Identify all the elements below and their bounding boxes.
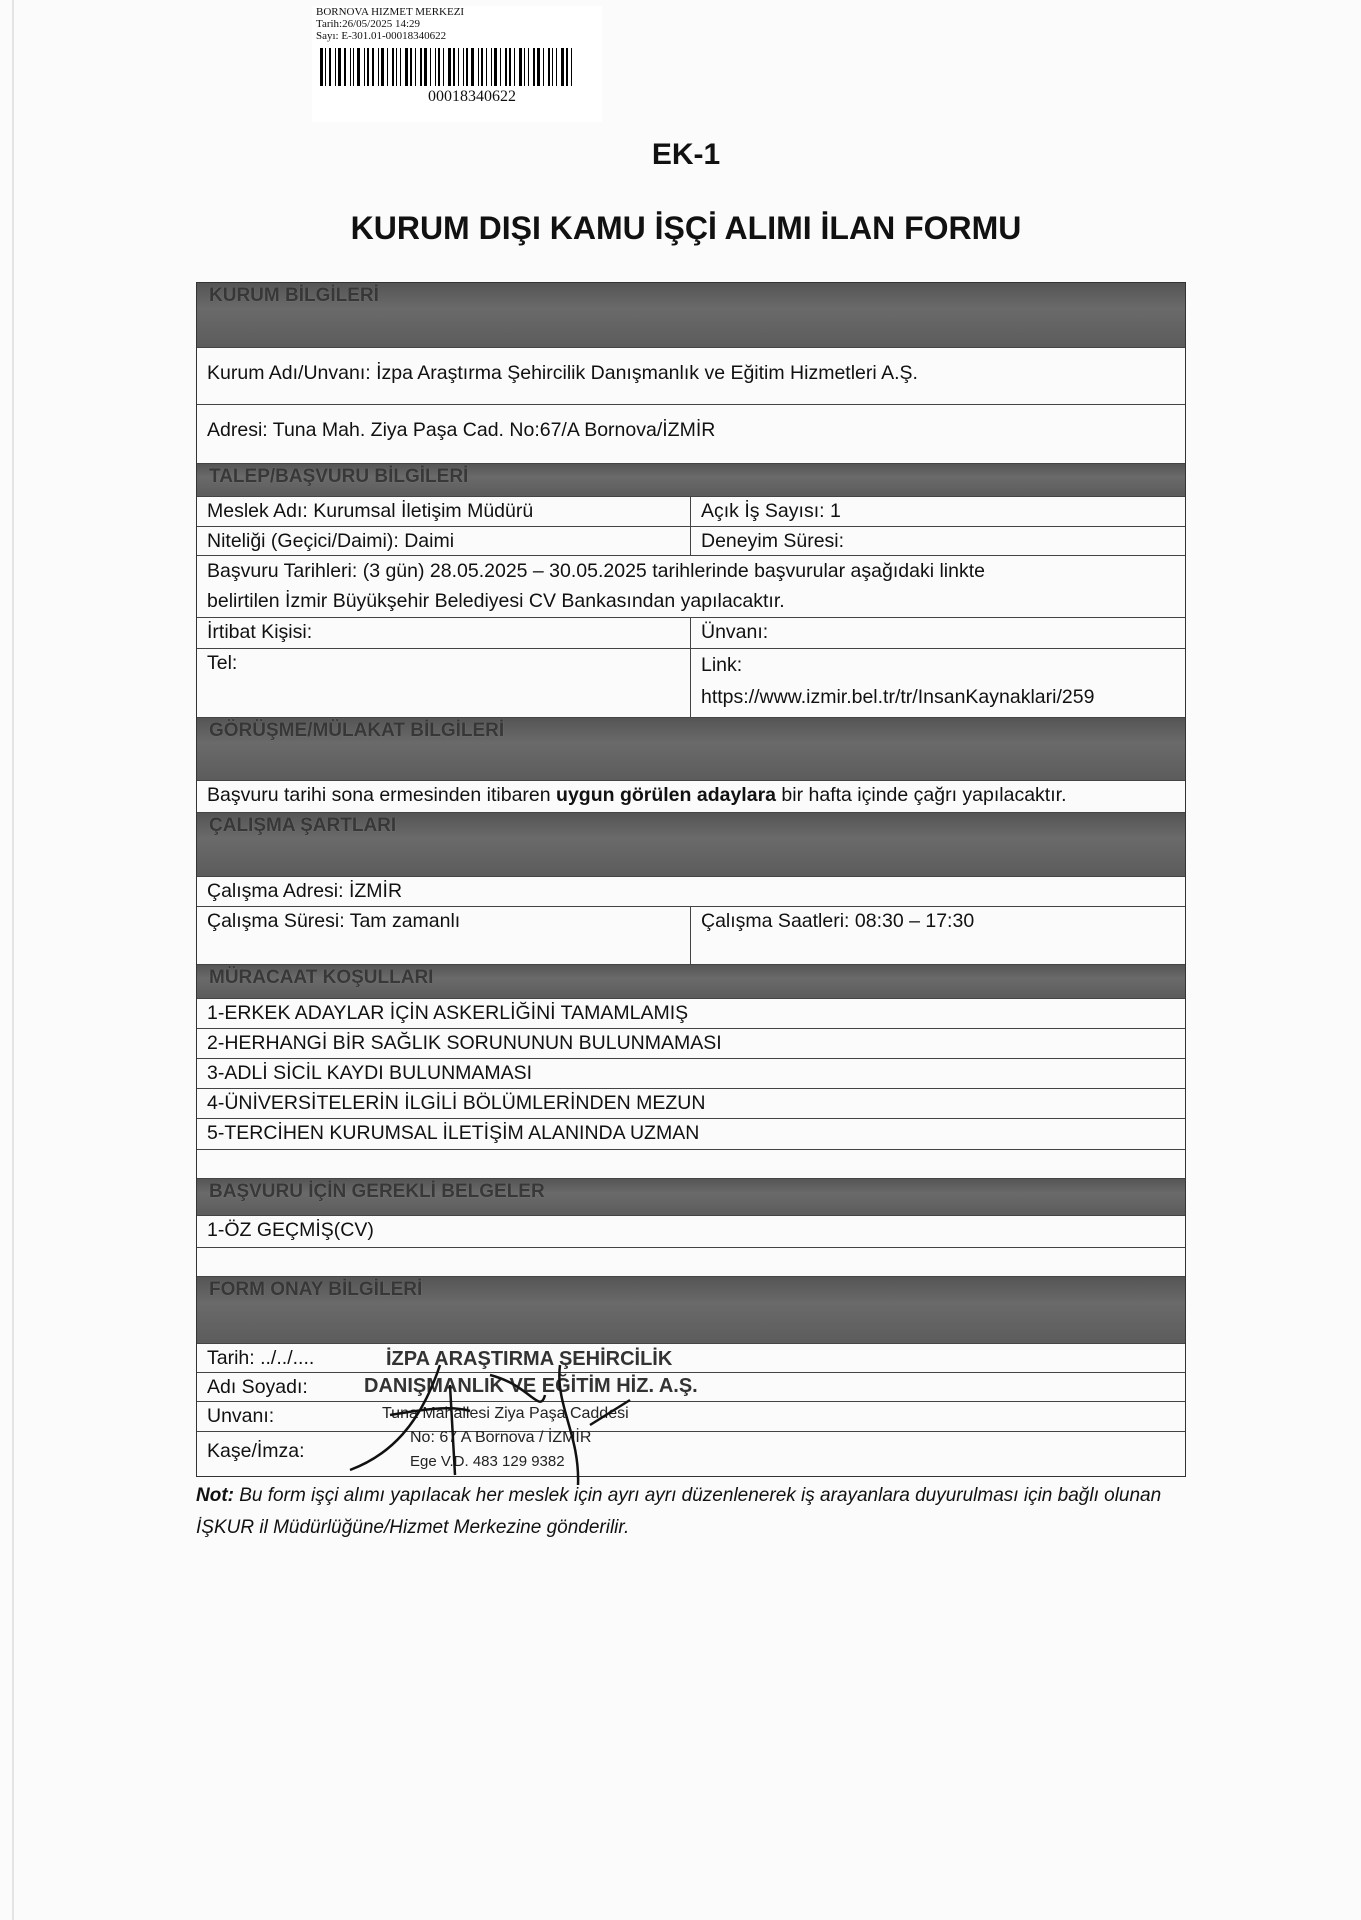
- calisma-saatleri: Çalışma Saatleri: 08:30 – 17:30: [701, 910, 975, 932]
- barcode-bar: [338, 48, 341, 86]
- section-header-kurum: KURUM BİLGİLERİ: [197, 283, 1185, 348]
- barcode-bar: [392, 48, 394, 86]
- irtibat: İrtibat Kişisi:: [197, 618, 691, 648]
- barcode-bar: [378, 48, 379, 86]
- barcode-bar: [448, 48, 451, 86]
- barcode-bar: [458, 48, 459, 86]
- barcode-bar: [435, 48, 436, 86]
- barcode-bar: [410, 48, 412, 86]
- calisma-suresi: Çalışma Süresi: Tam zamanlı: [197, 907, 691, 964]
- barcode-bar: [561, 48, 564, 86]
- registry-stamp: [312, 6, 602, 122]
- application-link[interactable]: https://www.izmir.bel.tr/tr/InsanKaynaklari/259: [701, 686, 1095, 708]
- stamp-date: Tarih:26/05/2025 14:29: [316, 18, 421, 30]
- deneyim: Deneyim Süresi:: [701, 530, 845, 552]
- barcode: [320, 48, 602, 86]
- barcode-bar: [329, 48, 331, 86]
- condition-item: 1-ERKEK ADAYLAR İÇİN ASKERLİĞİNİ TAMAMLAMIŞ: [207, 1002, 689, 1024]
- meslek: Meslek Adı: Kurumsal İletişim Müdürü: [197, 497, 691, 526]
- barcode-bar: [400, 48, 401, 86]
- company-stamp-signature: İZPA ARAŞTIRMA ŞEHİRCİLİK DANIŞMANLIK VE EĞİTİM HİZ. A.Ş. Tuna Mahallesi Ziya Paşa Caddesi No: 67 A Bornova / İZMİR Ege V.D. 483 129 9382: [330, 1345, 750, 1485]
- section-header-gorusme: GÖRÜŞME/MÜLAKAT BİLGİLERİ: [197, 718, 1185, 781]
- basvuru-tarihleri-2: belirtilen İzmir Büyükşehir Belediyesi CV Bankasından yapılacaktır.: [207, 590, 785, 612]
- barcode-bar: [364, 48, 365, 86]
- barcode-bar: [524, 48, 525, 86]
- barcode-bar: [481, 48, 483, 86]
- gorusme-text: Başvuru tarihi sona ermesinden itibaren uygun görülen adaylara bir hafta içinde çağrı yapılacaktır.: [207, 784, 1067, 806]
- scan-edge: [12, 0, 14, 1920]
- barcode-bar: [443, 48, 444, 86]
- barcode-bar: [335, 48, 336, 86]
- stamp-number: Sayı: E-301.01-00018340622: [316, 30, 447, 42]
- annex-label: EK-1: [651, 138, 721, 171]
- barcode-bar: [381, 48, 384, 86]
- footnote: Not: Bu form işçi alımı yapılacak her meslek için ayrı ayrı düzenlenerek iş arayanlara duyurulması için bağlı olunan İŞKUR il Müdürlüğüne/Hizmet Merkezine gönderilir.: [196, 1485, 1162, 1538]
- section-header-calisma: ÇALIŞMA ŞARTLARI: [197, 813, 1185, 877]
- barcode-bar: [463, 48, 464, 86]
- job-posting-form: [196, 282, 1186, 1477]
- calisma-adresi: Çalışma Adresi: İZMİR: [207, 880, 403, 902]
- basvuru-tarihleri: Başvuru Tarihleri: (3 gün) 28.05.2025 – 30.05.2025 tarihlerinde başvurular aşağıdaki linkte: [207, 560, 985, 582]
- section-header-talep: TALEP/BAŞVURU BİLGİLERİ: [197, 464, 1185, 497]
- barcode-bar: [372, 48, 374, 86]
- barcode-bar: [519, 48, 522, 86]
- document-item: 1-ÖZ GEÇMİŞ(CV): [207, 1219, 374, 1241]
- barcode-bar: [350, 48, 351, 86]
- barcode-bar: [353, 48, 354, 86]
- stamp-office: BORNOVA HIZMET MERKEZI: [316, 6, 465, 18]
- unvan: Ünvanı:: [701, 621, 769, 643]
- barcode-bar: [387, 48, 388, 86]
- barcode-bar: [571, 48, 572, 86]
- section-header-belgeler: BAŞVURU İÇİN GEREKLİ BELGELER: [197, 1179, 1185, 1216]
- onay-tarih: Tarih: ../../....: [207, 1347, 315, 1369]
- barcode-bar: [424, 48, 427, 86]
- barcode-bar: [509, 48, 511, 86]
- barcode-bar: [466, 48, 468, 86]
- section-header-muracaat: MÜRACAAT KOŞULLARI: [197, 965, 1185, 999]
- barcode-bar: [505, 48, 507, 86]
- barcode-bar: [486, 48, 487, 86]
- barcode-bar: [471, 48, 474, 86]
- barcode-bar: [325, 48, 326, 86]
- condition-item: 2-HERHANGİ BİR SAĞLIK SORUNUNUN BULUNMAMASI: [207, 1032, 722, 1054]
- barcode-bar: [548, 48, 550, 86]
- barcode-bar: [566, 48, 568, 86]
- barcode-bar: [453, 48, 455, 86]
- condition-item: 4-ÜNİVERSİTELERİN İLGİLİ BÖLÜMLERİNDEN MEZUN: [207, 1092, 706, 1114]
- barcode-bar: [420, 48, 422, 86]
- barcode-bar: [556, 48, 557, 86]
- barcode-bar: [415, 48, 416, 86]
- barcode-bar: [396, 48, 397, 86]
- barcode-bar: [537, 48, 540, 86]
- link-label: Link:: [701, 654, 743, 676]
- blank-row: [197, 1150, 1185, 1179]
- barcode-bar: [514, 48, 515, 86]
- barcode-bar: [500, 48, 501, 86]
- condition-item: 5-TERCİHEN KURUMSAL İLETİŞİM ALANINDA UZMAN: [207, 1122, 700, 1144]
- barcode-bar: [430, 48, 431, 86]
- barcode-bar: [491, 48, 492, 86]
- tel: Tel:: [197, 649, 691, 717]
- section-header-onay: FORM ONAY BİLGİLERİ: [197, 1277, 1185, 1344]
- barcode-bar: [552, 48, 553, 86]
- barcode-bar: [494, 48, 497, 86]
- kurum-address: Adresi: Tuna Mah. Ziya Paşa Cad. No:67/A Bornova/İZMİR: [207, 419, 716, 441]
- barcode-bar: [405, 48, 408, 86]
- condition-item: 3-ADLİ SİCİL KAYDI BULUNMAMASI: [207, 1062, 533, 1084]
- barcode-bar: [478, 48, 479, 86]
- barcode-bar: [344, 48, 346, 86]
- onay-kase: Kaşe/İmza:: [207, 1440, 305, 1462]
- onay-unvan: Unvanı:: [207, 1405, 275, 1427]
- kurum-name: Kurum Adı/Unvanı: İzpa Araştırma Şehircilik Danışmanlık ve Eğitim Hizmetleri A.Ş.: [207, 362, 918, 384]
- page-title: KURUM DIŞI KAMU İŞÇİ ALIMI İLAN FORMU: [350, 210, 1022, 246]
- barcode-bar: [367, 48, 369, 86]
- onay-adi: Adı Soyadı:: [207, 1376, 308, 1398]
- nitelik: Niteliği (Geçici/Daimi): Daimi: [197, 527, 691, 555]
- blank-row: [197, 1248, 1185, 1277]
- barcode-bar: [533, 48, 535, 86]
- acik-is: Açık İş Sayısı: 1: [701, 500, 841, 522]
- barcode-bar: [320, 48, 323, 86]
- barcode-bar: [528, 48, 529, 86]
- barcode-bar: [438, 48, 440, 86]
- barcode-bar: [357, 48, 360, 86]
- barcode-bar: [543, 48, 544, 86]
- barcode-number: 00018340622: [428, 88, 516, 105]
